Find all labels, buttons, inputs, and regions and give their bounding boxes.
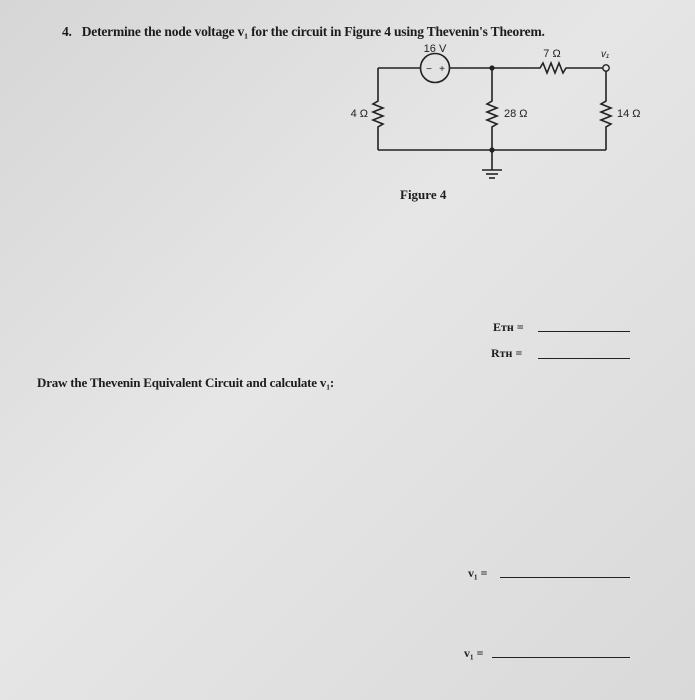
rth-answer-blank[interactable] <box>538 358 630 359</box>
node-v1-label: v₁ <box>601 49 610 60</box>
resistor-28ohm <box>487 97 497 131</box>
question-prompt: Determine the node voltage v₁ for the circuit in Figure 4 using Thevenin's Theorem. <box>81 24 545 39</box>
figure-caption: Figure 4 <box>400 187 447 202</box>
eth-answer-blank[interactable] <box>538 331 630 332</box>
v1-answer-blank-2[interactable] <box>492 657 630 658</box>
ground-icon <box>482 170 502 178</box>
source-voltage-label: 16 V <box>423 43 447 55</box>
source-plus-sign: + <box>439 64 445 75</box>
resistor-4ohm <box>373 97 383 131</box>
junction-dot-bottom <box>489 147 494 152</box>
junction-dot-top <box>489 65 494 70</box>
r-left-label: 4 Ω <box>350 108 368 120</box>
rth-label: Rᴛʜ = <box>491 346 523 360</box>
voltage-source-icon <box>421 54 450 83</box>
v1-label-2: v₁ = <box>464 646 484 660</box>
r-middle-label: 28 Ω <box>504 108 528 120</box>
resistor-7ohm <box>536 63 568 73</box>
eth-label: Eᴛʜ = <box>493 320 524 334</box>
wire-top-right <box>568 68 606 98</box>
v1-label-1: v₁ = <box>468 566 488 580</box>
node-v1-terminal <box>603 65 609 71</box>
source-minus-sign: − <box>426 64 432 75</box>
resistor-14ohm <box>601 98 611 131</box>
v1-answer-blank-1[interactable] <box>500 577 630 578</box>
r-series-label: 7 Ω <box>543 48 561 60</box>
question-number: 4. <box>62 24 72 39</box>
r-right-label: 14 Ω <box>617 108 641 120</box>
instruction-text: Draw the Thevenin Equivalent Circuit and calculate v₁: <box>37 375 335 390</box>
